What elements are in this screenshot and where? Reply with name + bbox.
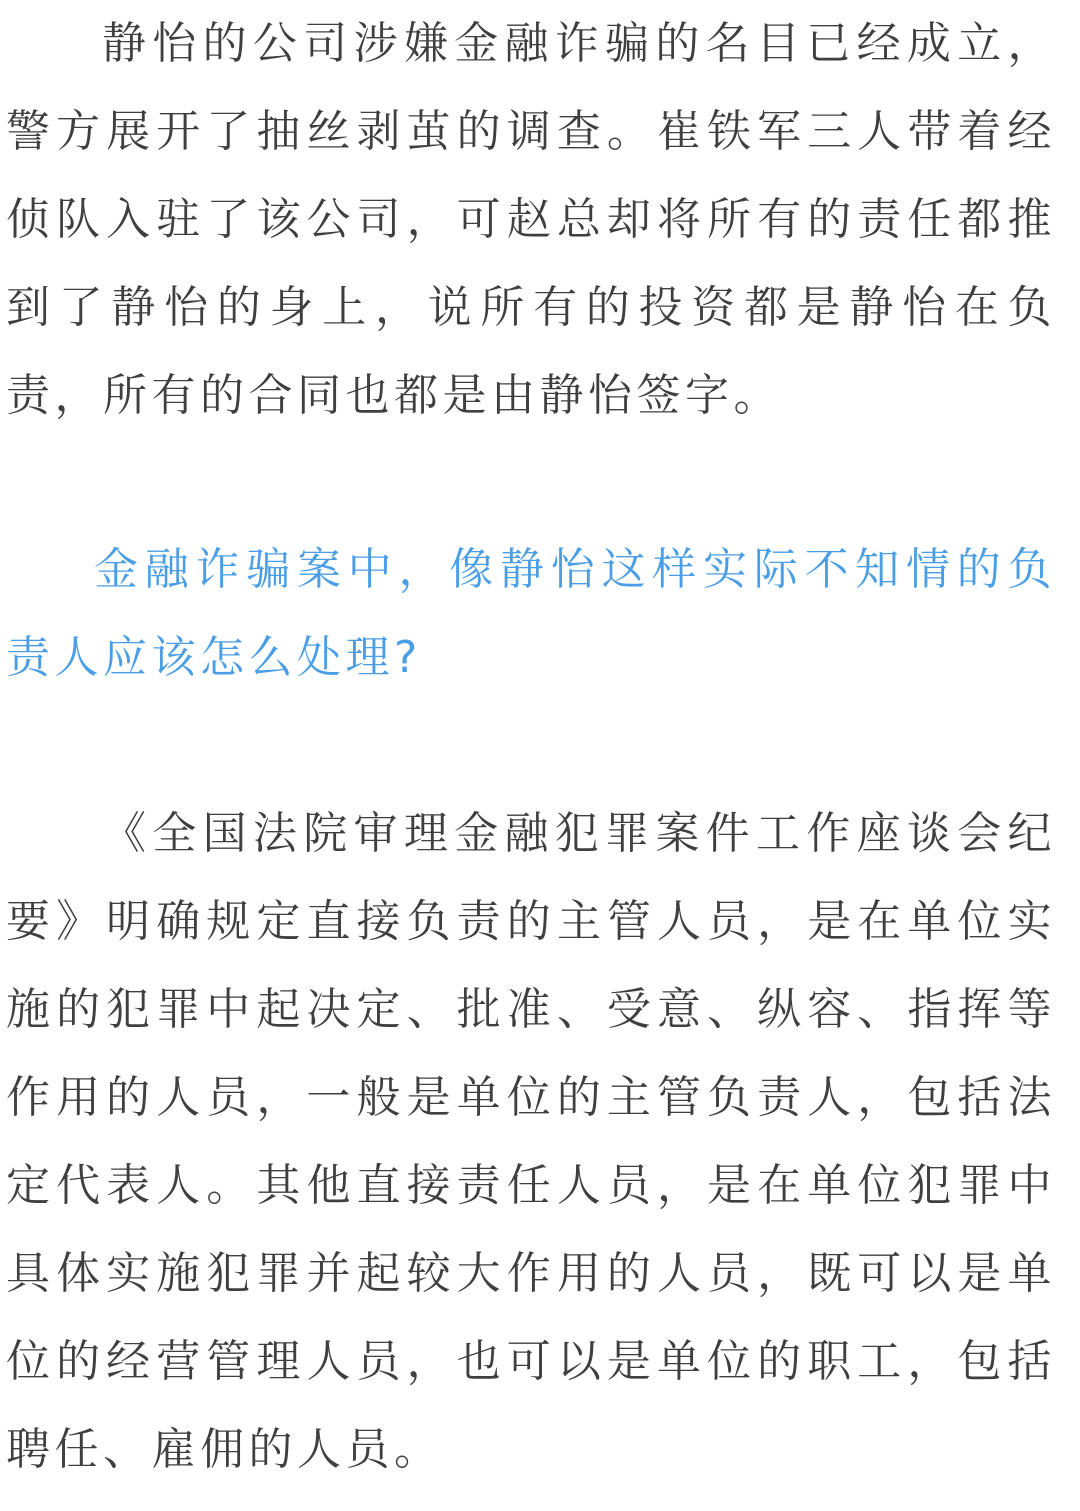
legal-explanation-paragraph: 《全国法院审理金融犯罪案件工作座谈会纪要》明确规定直接负责的主管人员，是在单位实施的犯罪中起决定、批准、受意、纵容、指挥等作用的人员，一般是单位的主管负责人，包括法定代表人。其他直接责任人员，是在单位犯罪中具体实施犯罪并起较大作用的人员，既可以是单位的经营管理人员，也可以是单位的职工，包括聘任、雇佣的人员。 — [6, 808, 1056, 1475]
case-summary-paragraph: 静怡的公司涉嫌金融诈骗的名目已经成立，警方展开了抽丝剥茧的调查。崔铁军三人带着经侦队入驻了该公司，可赵总却将所有的责任都推到了静怡的身上，说所有的投资都是静怡在负责，所有的合同也都是由静怡签字。 — [6, 18, 1056, 421]
question-heading: 金融诈骗案中，像静怡这样实际不知情的负责人应该怎么处理? — [6, 544, 1056, 683]
